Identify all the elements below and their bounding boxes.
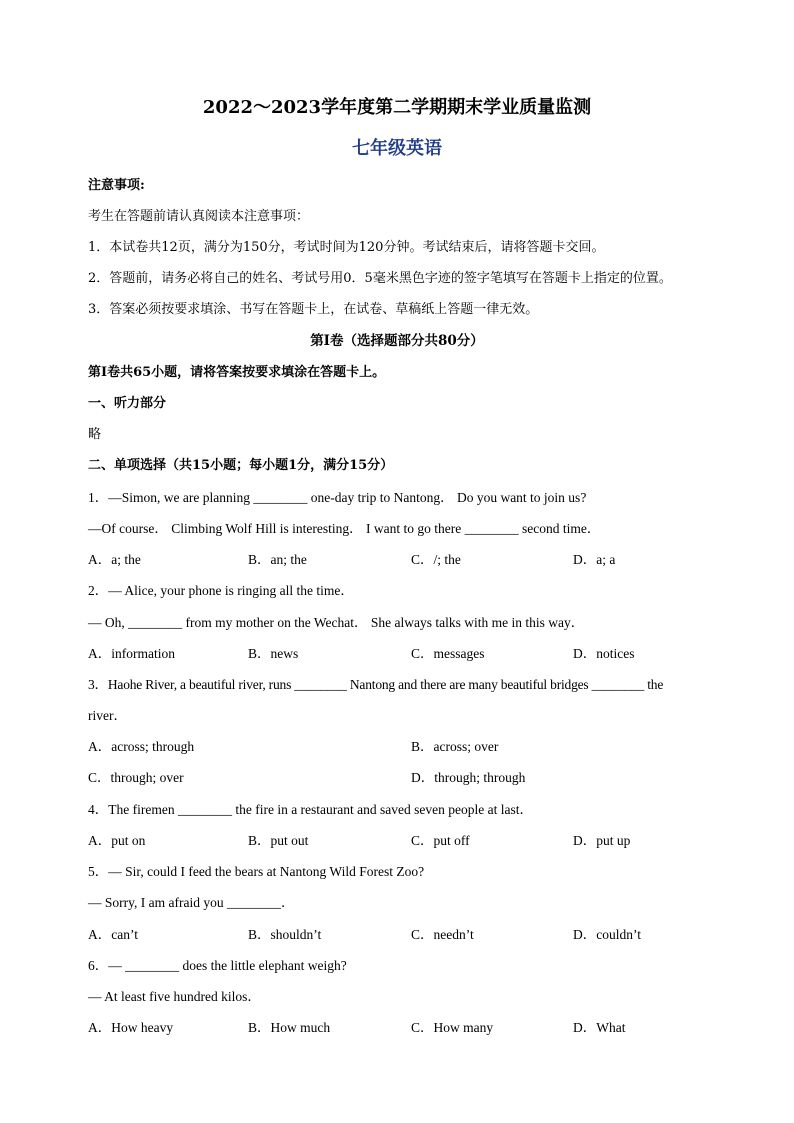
question-stem: — At least five hundred kilos． xyxy=(88,989,261,1004)
option-c: C．messages xyxy=(411,646,485,661)
option-b: B．an; the xyxy=(248,552,307,567)
option-b: B．across; over xyxy=(411,739,499,754)
option-a: A．put on xyxy=(88,833,146,848)
option-d: D．couldn’t xyxy=(573,927,641,942)
part1-heading: 第Ⅰ卷（选择题部分共80分） xyxy=(310,333,484,349)
option-b: B．news xyxy=(248,646,299,661)
option-d: D．put up xyxy=(573,833,631,848)
notice-item: 3．答案必须按要求填涂、书写在答题卡上，在试卷、草稿纸上答题一律无效。 xyxy=(88,302,539,317)
option-d: D．What xyxy=(573,1020,626,1035)
option-d: D．through; through xyxy=(411,770,526,785)
option-a: A．across; through xyxy=(88,739,195,754)
option-b: B．put out xyxy=(248,833,309,848)
question-stem: river． xyxy=(88,708,127,723)
question-stem: 2．— Alice, your phone is ringing all the time． xyxy=(88,583,354,598)
option-a: A．can’t xyxy=(88,927,138,942)
option-c: C．put off xyxy=(411,833,470,848)
option-c: C．needn’t xyxy=(411,927,474,942)
listening-note: 略 xyxy=(88,427,102,442)
option-b: B．How much xyxy=(248,1020,331,1035)
question-stem: 5．— Sir, could I feed the bears at Nantong Wild Forest Zoo? xyxy=(88,864,425,879)
notice-item: 2．答题前，请务必将自己的姓名、考试号用0．5毫米黑色字迹的签字笔填写在答题卡上指定的位置。 xyxy=(88,271,672,286)
option-a: A．How heavy xyxy=(88,1020,174,1035)
option-c: C．through; over xyxy=(88,770,184,785)
question-stem: —Of course． Climbing Wolf Hill is interesting． I want to go there ________ second time． xyxy=(88,521,601,536)
option-c: C．/; the xyxy=(411,552,461,567)
option-b: B．shouldn’t xyxy=(248,927,322,942)
option-a: A．information xyxy=(88,646,175,661)
notice-heading: 注意事项: xyxy=(88,178,145,193)
question-stem: — Sorry, I am afraid you ________． xyxy=(88,895,295,910)
option-a: A．a; the xyxy=(88,552,141,567)
question-stem: 4．The firemen ________ the fire in a restaurant and saved seven people at last． xyxy=(88,802,533,817)
notice-item: 1．本试卷共12页，满分为150分，考试时间为120分钟。考试结束后，请将答题卡交回。 xyxy=(88,240,605,255)
question-stem: 1．—Simon, we are planning ________ one-day trip to Nantong． Do you want to join us? xyxy=(88,490,587,505)
choice-heading: 二、单项选择（共15小题；每小题1分，满分15分） xyxy=(88,458,394,473)
listening-heading: 一、听力部分 xyxy=(88,396,167,411)
question-stem: 6．— ________ does the little elephant weigh? xyxy=(88,958,347,973)
question-stem: 3．Haohe River, a beautiful river, runs ________ Nantong and there are many beautiful bridges ________ the xyxy=(88,677,664,692)
option-d: D．a; a xyxy=(573,552,616,567)
option-c: C．How many xyxy=(411,1020,494,1035)
exam-subtitle: 七年级英语 xyxy=(352,138,442,159)
option-d: D．notices xyxy=(573,646,635,661)
part1-instruction: 第Ⅰ卷共65小题，请将答案按要求填涂在答题卡上。 xyxy=(88,365,386,380)
exam-title: 2022～2023学年度第二学期期末学业质量监测 xyxy=(202,97,592,118)
notice-intro: 考生在答题前请认真阅读本注意事项： xyxy=(88,209,310,224)
question-stem: — Oh, ________ from my mother on the Wechat． She always talks with me in this way． xyxy=(88,615,585,630)
